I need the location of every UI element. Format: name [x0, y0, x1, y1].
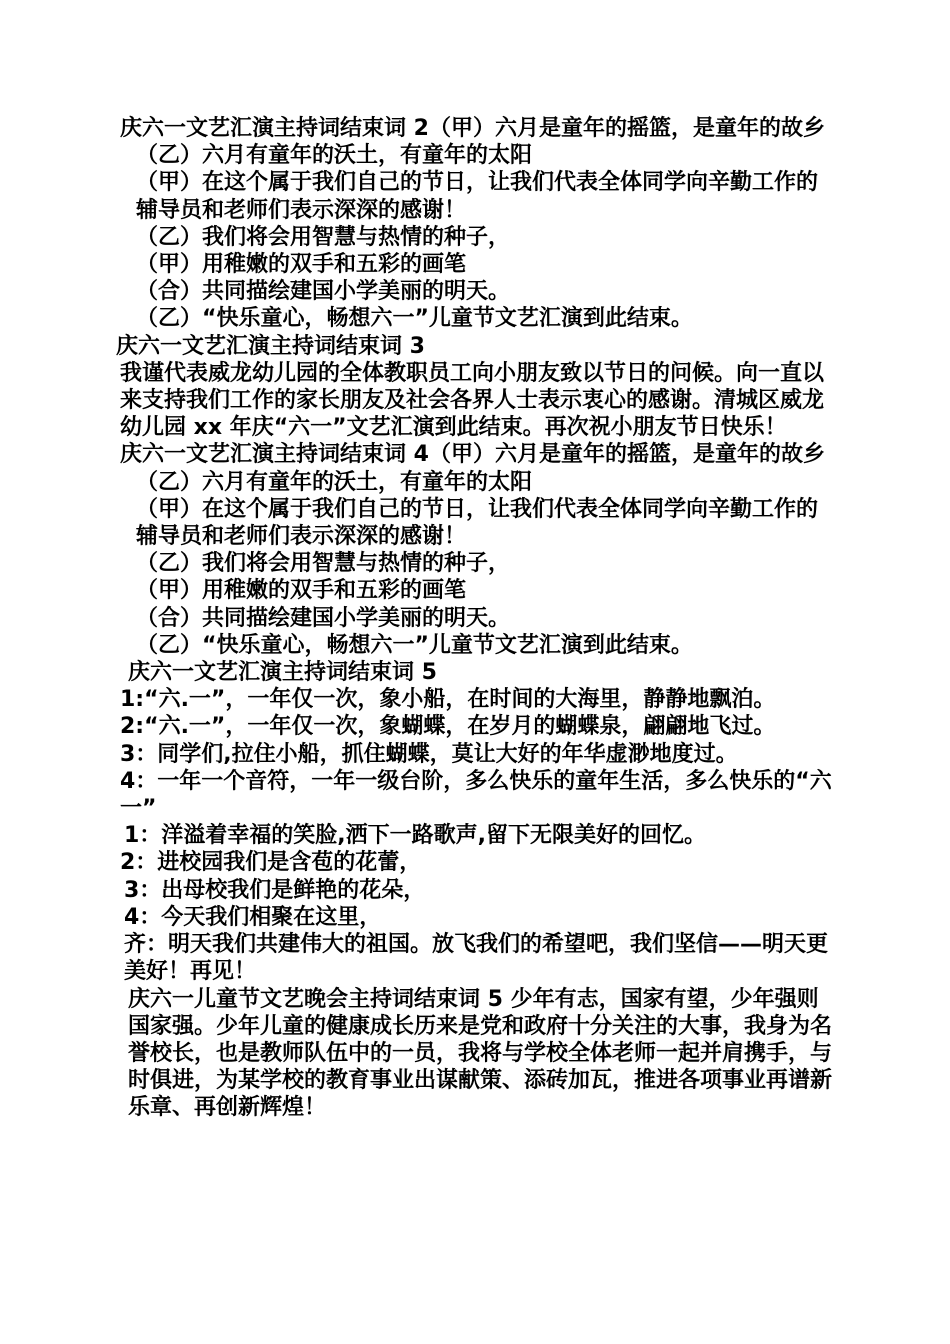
dialogue-line: （甲）在这个属于我们自己的节日，让我们代表全体同学向辛勤工作的辅导员和老师们表示深深的感谢！ [136, 170, 819, 223]
document-body [116, 115, 836, 1122]
dialogue-line: （合）共同描绘建国小学美丽的明天。 [136, 279, 511, 305]
dialogue-line: 4：一年一个音符，一年一级台阶，多么快乐的童年生活，多么快乐的“六一” [120, 768, 832, 822]
dialogue-line: 2：进校园我们是含苞的花蕾， [120, 850, 422, 876]
dialogue-line: （乙）我们将会用智慧与热情的种子， [136, 551, 511, 577]
section-heading-5: 庆六一文艺汇演主持词结束词 5 [128, 660, 437, 686]
paragraph: 我谨代表威龙幼儿园的全体教职员工向小朋友致以节日的问候。向一直以来支持我们工作的家长朋友及社会各界人士表示衷心的感谢。清城区威龙幼儿园 xx 年庆“六一”文艺汇演到此结束。再次祝小朋友节日快乐！ [120, 360, 825, 441]
dialogue-line: 3：出母校我们是鲜艳的花朵， [124, 877, 426, 903]
section-heading-6: 庆六一儿童节文艺晚会主持词结束词 5 少年有志，国家有望，少年强则国家强。少年儿童的健康成长历来是党和政府十分关注的大事，我身为名誉校长，也是教师队伍中的一员，我将与学校全体老师一起并肩携手，与时俱进，为某学校的教育事业出谋献策、添砖加瓦，推进各项事业再谱新乐章、再创新辉煌！ [128, 986, 833, 1121]
dialogue-line: （乙）六月有童年的沃土，有童年的太阳 [136, 469, 533, 495]
dialogue-line: （合）共同描绘建国小学美丽的明天。 [136, 605, 511, 631]
dialogue-line: 4：今天我们相聚在这里， [124, 904, 382, 930]
dialogue-line: 1：洋溢着幸福的笑脸,洒下一路歌声,留下无限美好的回忆。 [124, 823, 707, 849]
section-heading-4: 庆六一文艺汇演主持词结束词 4（甲）六月是童年的摇篮，是童年的故乡 [120, 442, 825, 468]
section-heading-2: 庆六一文艺汇演主持词结束词 2（甲）六月是童年的摇篮，是童年的故乡 [120, 116, 825, 141]
dialogue-line: 1:“六.一”，一年仅一次，象小船，在时间的大海里，静静地飘泊。 [120, 687, 776, 713]
section-heading-3: 庆六一文艺汇演主持词结束词 3 [116, 333, 425, 359]
dialogue-line: 3：同学们,拉住小船，抓住蝴蝶，莫让大好的年华虚渺地度过。 [120, 741, 738, 767]
dialogue-line: （乙）“快乐童心，畅想六一”儿童节文艺汇演到此结束。 [136, 306, 693, 332]
dialogue-line: （乙）我们将会用智慧与热情的种子， [136, 224, 511, 250]
dialogue-line: （甲）在这个属于我们自己的节日，让我们代表全体同学向辛勤工作的辅导员和老师们表示深深的感谢！ [136, 496, 819, 550]
dialogue-line: 2:“六.一”，一年仅一次，象蝴蝶，在岁月的蝴蝶泉，翩翩地飞过。 [120, 714, 776, 740]
dialogue-line: （乙）六月有童年的沃土，有童年的太阳 [136, 143, 533, 169]
dialogue-line: （甲）用稚嫩的双手和五彩的画笔 [136, 578, 467, 604]
dialogue-line: （乙）“快乐童心，畅想六一”儿童节文艺汇演到此结束。 [136, 632, 693, 658]
dialogue-line: 齐：明天我们共建伟大的祖国。放飞我们的希望吧，我们坚信——明天更美好！再见！ [124, 932, 829, 985]
dialogue-line: （甲）用稚嫩的双手和五彩的画笔 [136, 252, 467, 278]
